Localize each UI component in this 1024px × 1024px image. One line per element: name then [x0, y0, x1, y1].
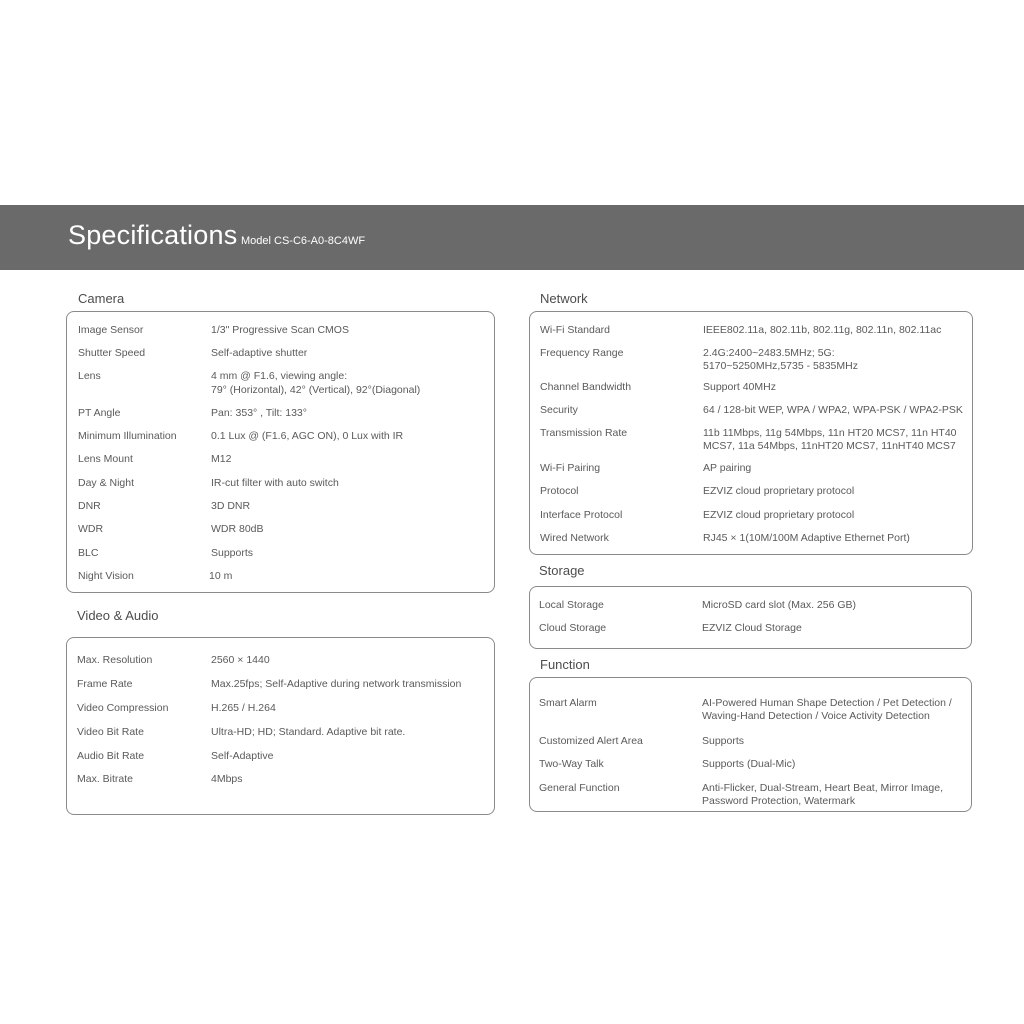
- spec-value: 4 mm @ F1.6, viewing angle:: [211, 370, 348, 382]
- spec-value: Supports: [702, 735, 745, 747]
- spec-value: 3D DNR: [211, 500, 251, 512]
- spec-value: H.265 / H.264: [211, 702, 276, 714]
- spec-label: Cloud Storage: [539, 622, 607, 634]
- spec-value-line2: MCS7, 11a 54Mbps, 11nHT20 MCS7, 11nHT40 MCS7: [703, 440, 956, 452]
- spec-value-line2: Password Protection, Watermark: [702, 795, 856, 807]
- spec-value: RJ45 × 1(10M/100M Adaptive Ethernet Port): [703, 532, 910, 544]
- storage-spec-box: [529, 586, 972, 649]
- spec-value: Supports (Dual-Mic): [702, 758, 796, 770]
- spec-label: Transmission Rate: [540, 427, 628, 439]
- spec-value: Supports: [211, 547, 254, 559]
- spec-value: IEEE802.11a, 802.11b, 802.11g, 802.11n, 802.11ac: [703, 324, 942, 336]
- spec-value: AP pairing: [703, 462, 752, 474]
- spec-value: Support 40MHz: [703, 381, 776, 393]
- page-title: Specifications: [68, 220, 238, 250]
- spec-label: PT Angle: [78, 407, 121, 419]
- spec-value: Self-Adaptive: [211, 750, 274, 762]
- spec-label: Frame Rate: [77, 678, 133, 690]
- spec-value: 2560 × 1440: [211, 654, 270, 666]
- spec-value: Max.25fps; Self-Adaptive during network transmission: [211, 678, 462, 690]
- spec-value: EZVIZ Cloud Storage: [702, 622, 802, 634]
- spec-label: DNR: [78, 500, 101, 512]
- spec-value-line2: Waving-Hand Detection / Voice Activity Detection: [702, 710, 930, 722]
- spec-label: Max. Bitrate: [77, 773, 134, 785]
- spec-label: Interface Protocol: [540, 509, 623, 521]
- spec-value: Ultra-HD; HD; Standard. Adaptive bit rate.: [211, 726, 406, 738]
- spec-label: Max. Resolution: [77, 654, 153, 666]
- video-section-title: Video & Audio: [77, 608, 159, 623]
- spec-label: BLC: [78, 547, 99, 559]
- spec-label: Frequency Range: [540, 347, 624, 359]
- spec-label: Local Storage: [539, 599, 604, 611]
- spec-label: Protocol: [540, 485, 579, 497]
- spec-label: Two-Way Talk: [539, 758, 604, 770]
- spec-value: 4Mbps: [211, 773, 243, 785]
- spec-value: EZVIZ cloud proprietary protocol: [703, 485, 855, 497]
- spec-value: 10 m: [209, 570, 233, 582]
- model-number: Model CS-C6-A0-8C4WF: [241, 235, 366, 247]
- spec-value: MicroSD card slot (Max. 256 GB): [702, 599, 857, 611]
- spec-value: AI-Powered Human Shape Detection / Pet Detection /: [702, 697, 952, 709]
- spec-value: 11b 11Mbps, 11g 54Mbps, 11n HT20 MCS7, 11n HT40: [703, 427, 957, 439]
- spec-value-line2: 79° (Horizontal), 42° (Vertical), 92°(Diagonal): [211, 384, 421, 396]
- spec-value: 1/3" Progressive Scan CMOS: [211, 324, 349, 336]
- spec-label: Minimum Illumination: [78, 430, 177, 442]
- spec-value: EZVIZ cloud proprietary protocol: [703, 509, 855, 521]
- spec-label: Shutter Speed: [78, 347, 146, 359]
- spec-label: Image Sensor: [78, 324, 144, 336]
- function-section-title: Function: [540, 657, 590, 672]
- spec-label: Night Vision: [78, 570, 134, 582]
- spec-label: Lens Mount: [78, 453, 133, 465]
- spec-value: 64 / 128-bit WEP, WPA / WPA2, WPA-PSK / WPA2-PSK: [703, 404, 963, 416]
- spec-label: Video Compression: [77, 702, 169, 714]
- spec-label: Channel Bandwidth: [540, 381, 632, 393]
- spec-value: 2.4G:2400~2483.5MHz; 5G:: [703, 347, 835, 359]
- storage-section-title: Storage: [539, 563, 585, 578]
- spec-label: Smart Alarm: [539, 697, 597, 709]
- spec-label: Wi-Fi Standard: [540, 324, 611, 336]
- spec-value: M12: [211, 453, 232, 465]
- camera-section-title: Camera: [78, 291, 125, 306]
- spec-label: Customized Alert Area: [539, 735, 643, 747]
- spec-label: Wi-Fi Pairing: [540, 462, 601, 474]
- spec-label: Audio Bit Rate: [77, 750, 145, 762]
- spec-value: 0.1 Lux @ (F1.6, AGC ON), 0 Lux with IR: [211, 430, 404, 442]
- spec-label: Security: [540, 404, 578, 416]
- spec-label: Day & Night: [78, 477, 135, 489]
- spec-value-line2: 5170~5250MHz,5735 - 5835MHz: [703, 360, 858, 372]
- spec-value: Anti-Flicker, Dual-Stream, Heart Beat, Mirror Image,: [702, 782, 943, 794]
- spec-label: Video Bit Rate: [77, 726, 144, 738]
- header-banner: [0, 205, 1024, 270]
- spec-value: IR-cut filter with auto switch: [211, 477, 339, 489]
- spec-label: Wired Network: [540, 532, 609, 544]
- spec-value: WDR 80dB: [211, 523, 264, 535]
- spec-label: WDR: [78, 523, 104, 535]
- spec-value: Pan: 353° , Tilt: 133°: [211, 407, 307, 419]
- spec-label: Lens: [78, 370, 101, 382]
- spec-label: General Function: [539, 782, 620, 794]
- network-section-title: Network: [540, 291, 588, 306]
- spec-value: Self-adaptive shutter: [211, 347, 308, 359]
